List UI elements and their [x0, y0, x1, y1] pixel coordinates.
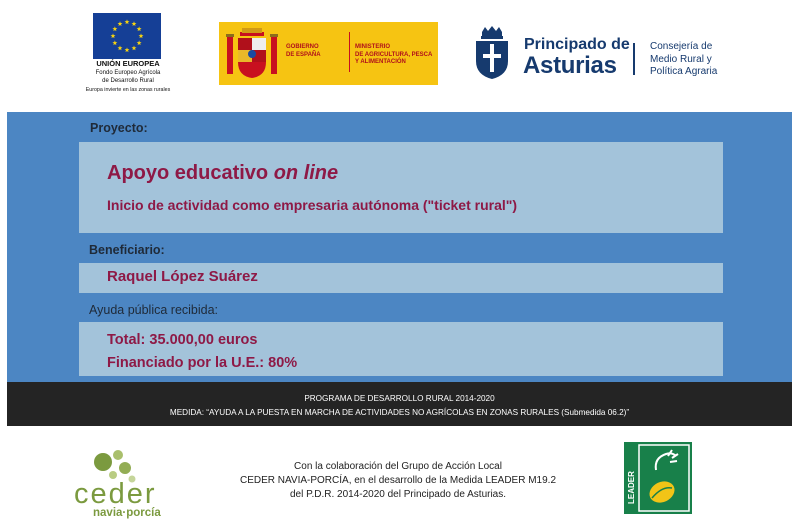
aid-label: Ayuda pública recibida:	[89, 303, 219, 317]
consejeria-line1: Consejería de	[650, 41, 713, 52]
eu-caption	[74, 60, 182, 94]
asturias-title-line1: Principado de	[524, 36, 630, 53]
eu-line2: Fondo Europeo Agrícola	[95, 69, 161, 76]
ministerio-line3: Y ALIMENTACIÓN	[355, 59, 406, 65]
gobierno-line2: DE ESPAÑA	[286, 51, 321, 58]
project-subtitle: Inicio de actividad como empresaria autónoma ("ticket rural")	[107, 197, 518, 213]
eu-star-icon	[112, 26, 117, 31]
project-title	[107, 162, 338, 185]
leader-word: LEADER	[627, 471, 636, 504]
eu-star-icon	[137, 40, 142, 45]
eu-star-icon	[112, 40, 117, 45]
collab-line1: Con la colaboración del Grupo de Acción Local	[294, 461, 502, 472]
leader-emblem-icon	[624, 442, 692, 514]
gobierno-espana-logo	[219, 22, 438, 85]
project-box	[79, 142, 723, 233]
gobierno-line1: GOBIERNO	[286, 44, 319, 50]
consejeria-line2: Medio Rural y	[650, 53, 712, 65]
project-title-main: Apoyo educativo	[107, 162, 274, 184]
consejeria-line3: Política Agraria	[650, 66, 718, 77]
eu-star-icon	[118, 21, 123, 26]
eu-star-icon	[125, 47, 130, 52]
eu-star-icon	[139, 33, 144, 38]
ministerio-text	[355, 44, 432, 67]
eu-star-icon	[125, 19, 130, 24]
aid-total: Total: 35.000,00 euros	[107, 332, 258, 348]
eu-star-icon	[118, 46, 123, 51]
beneficiary-name: Raquel López Suárez	[107, 268, 258, 285]
gobierno-text	[286, 44, 321, 59]
eu-star-icon	[132, 46, 137, 51]
collab-line2: CEDER NAVIA-PORCÍA, en el desarrollo de la Medida LEADER M19.2	[239, 475, 557, 486]
eu-star-icon	[132, 21, 137, 26]
program-line2: MEDIDA: “AYUDA A LA PUESTA EN MARCHA DE ACTIVIDADES NO AGRÍCOLAS EN ZONAS RURALES (Submedida 06.2)”	[169, 408, 630, 417]
eu-flag-logo	[93, 13, 161, 59]
ministerio-line2: DE AGRICULTURA, PESCA	[355, 51, 433, 58]
collab-line3: del P.D.R. 2014-2020 del Principado de Asturias.	[289, 489, 507, 500]
project-title-italic: on line	[273, 162, 339, 184]
aid-financed: Financiado por la U.E.: 80%	[107, 355, 298, 371]
program-line1: PROGRAMA DE DESARROLLO RURAL 2014-2020	[304, 394, 495, 403]
eu-line4: Europa invierte en las zonas rurales	[85, 86, 171, 93]
asturias-consejeria	[650, 41, 717, 79]
program-band	[7, 382, 792, 426]
eu-stars-icon	[93, 13, 161, 59]
eu-star-icon	[111, 33, 116, 38]
ceder-logo-sub: navia·porcía	[93, 507, 161, 519]
leader-logo	[624, 442, 692, 514]
beneficiary-label: Beneficiario:	[89, 243, 165, 257]
eu-star-icon	[137, 26, 142, 31]
collaboration-text	[203, 460, 593, 502]
project-label: Proyecto:	[90, 121, 148, 135]
asturias-title-line2: Asturias	[523, 52, 617, 79]
ministerio-line1: MINISTERIO	[355, 44, 391, 50]
spain-coat-of-arms-icon	[223, 26, 281, 81]
eu-line3: de Desarrollo Rural	[102, 78, 154, 84]
gobierno-divider	[349, 32, 350, 72]
ceder-logo-word: ceder	[74, 478, 157, 510]
eu-title: UNIÓN EUROPEA	[96, 59, 160, 68]
asturias-crest-icon	[473, 25, 511, 81]
asturias-divider	[633, 43, 635, 75]
